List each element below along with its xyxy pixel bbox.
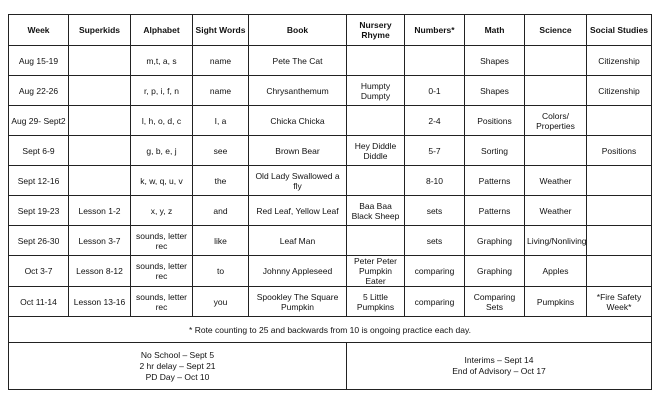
cell-science: Apples xyxy=(525,256,587,287)
header-alphabet: Alphabet xyxy=(131,15,193,46)
cell-alphabet: m,t, a, s xyxy=(131,46,193,76)
cell-week: Sept 26-30 xyxy=(9,226,69,256)
cell-sight-words: I, a xyxy=(193,106,249,136)
cell-math: Patterns xyxy=(465,166,525,196)
cell-math: Positions xyxy=(465,106,525,136)
cell-sight-words: like xyxy=(193,226,249,256)
cell-superkids: Lesson 1-2 xyxy=(69,196,131,226)
cell-social-studies: Citizenship xyxy=(587,46,652,76)
cell-social-studies xyxy=(587,226,652,256)
cell-book: Brown Bear xyxy=(249,136,347,166)
footer-no-school-dates xyxy=(9,343,347,390)
table-row xyxy=(9,196,652,226)
header-superkids: Superkids xyxy=(69,15,131,46)
cell-numbers: comparing xyxy=(405,256,465,287)
cell-nursery-rhyme xyxy=(347,46,405,76)
cell-science: Pumpkins xyxy=(525,287,587,317)
header-math: Math xyxy=(465,15,525,46)
footer-line: No School – Sept 5 xyxy=(140,349,215,360)
cell-numbers xyxy=(405,46,465,76)
cell-nursery-rhyme: Humpty Dumpty xyxy=(347,76,405,106)
footer-line: End of Advisory – Oct 17 xyxy=(452,366,546,376)
cell-week: Sept 19-23 xyxy=(9,196,69,226)
cell-math: Shapes xyxy=(465,76,525,106)
cell-numbers: 2-4 xyxy=(405,106,465,136)
cell-sight-words: name xyxy=(193,76,249,106)
cell-sight-words: you xyxy=(193,287,249,317)
cell-nursery-rhyme xyxy=(347,106,405,136)
cell-week: Oct 11-14 xyxy=(9,287,69,317)
cell-alphabet: x, y, z xyxy=(131,196,193,226)
footnote: * Rote counting to 25 and backwards from 10 is ongoing practice each day. xyxy=(9,317,652,343)
table-row xyxy=(9,46,652,76)
cell-week: Sept 6-9 xyxy=(9,136,69,166)
cell-superkids xyxy=(69,166,131,196)
header-book: Book xyxy=(249,15,347,46)
cell-math: Sorting xyxy=(465,136,525,166)
cell-book: Leaf Man xyxy=(249,226,347,256)
cell-superkids xyxy=(69,136,131,166)
table-row xyxy=(9,106,652,136)
cell-math: Comparing Sets xyxy=(465,287,525,317)
cell-nursery-rhyme: 5 Little Pumpkins xyxy=(347,287,405,317)
cell-sight-words: name xyxy=(193,46,249,76)
cell-sight-words: the xyxy=(193,166,249,196)
footer-line: Interims – Sept 14 xyxy=(464,355,534,365)
cell-science xyxy=(525,46,587,76)
cell-science xyxy=(525,76,587,106)
cell-science: Weather xyxy=(525,196,587,226)
table-row xyxy=(9,287,652,317)
cell-numbers: comparing xyxy=(405,287,465,317)
cell-sight-words: see xyxy=(193,136,249,166)
cell-book: Old Lady Swallowed a fly xyxy=(249,166,347,196)
cell-social-studies: Positions xyxy=(587,136,652,166)
cell-alphabet: k, w, q, u, v xyxy=(131,166,193,196)
cell-numbers: 5-7 xyxy=(405,136,465,166)
cell-week: Aug 22-26 xyxy=(9,76,69,106)
cell-math: Graphing xyxy=(465,256,525,287)
cell-alphabet: l, h, o, d, c xyxy=(131,106,193,136)
cell-social-studies xyxy=(587,196,652,226)
cell-sight-words: to xyxy=(193,256,249,287)
header-sight-words: Sight Words xyxy=(193,15,249,46)
cell-week: Sept 12-16 xyxy=(9,166,69,196)
table-row xyxy=(9,136,652,166)
cell-week: Aug 29- Sept2 xyxy=(9,106,69,136)
cell-superkids: Lesson 3-7 xyxy=(69,226,131,256)
cell-science: Colors/ Properties xyxy=(525,106,587,136)
cell-alphabet: sounds, letter rec xyxy=(131,226,193,256)
cell-week: Aug 15-19 xyxy=(9,46,69,76)
cell-alphabet: g, b, e, j xyxy=(131,136,193,166)
header-numbers: Numbers* xyxy=(405,15,465,46)
cell-book: Johnny Appleseed xyxy=(249,256,347,287)
table-row xyxy=(9,256,652,287)
cell-superkids xyxy=(69,106,131,136)
cell-science: Living/Nonliving xyxy=(525,226,587,256)
curriculum-table xyxy=(8,14,652,390)
cell-superkids: Lesson 8-12 xyxy=(69,256,131,287)
cell-book: Spookley The Square Pumpkin xyxy=(249,287,347,317)
cell-superkids xyxy=(69,76,131,106)
cell-superkids xyxy=(69,46,131,76)
cell-science xyxy=(525,136,587,166)
cell-nursery-rhyme: Hey Diddle Diddle xyxy=(347,136,405,166)
footer-report-dates xyxy=(347,343,652,390)
cell-book: Pete The Cat xyxy=(249,46,347,76)
cell-nursery-rhyme xyxy=(347,226,405,256)
footer-row xyxy=(9,343,652,390)
cell-week: Oct 3-7 xyxy=(9,256,69,287)
cell-nursery-rhyme xyxy=(347,166,405,196)
table-row xyxy=(9,226,652,256)
cell-book: Red Leaf, Yellow Leaf xyxy=(249,196,347,226)
table-row xyxy=(9,166,652,196)
cell-social-studies xyxy=(587,166,652,196)
header-week: Week xyxy=(9,15,69,46)
header-row xyxy=(9,15,652,46)
cell-social-studies xyxy=(587,106,652,136)
cell-numbers: 0-1 xyxy=(405,76,465,106)
cell-alphabet: r, p, i, f, n xyxy=(131,76,193,106)
header-social-studies: Social Studies xyxy=(587,15,652,46)
cell-superkids: Lesson 13-16 xyxy=(69,287,131,317)
cell-book: Chicka Chicka xyxy=(249,106,347,136)
cell-nursery-rhyme: Baa Baa Black Sheep xyxy=(347,196,405,226)
cell-alphabet: sounds, letter rec xyxy=(131,287,193,317)
cell-alphabet: sounds, letter rec xyxy=(131,256,193,287)
table-row xyxy=(9,76,652,106)
cell-math: Patterns xyxy=(465,196,525,226)
cell-social-studies: Citizenship xyxy=(587,76,652,106)
cell-social-studies xyxy=(587,256,652,287)
cell-science: Weather xyxy=(525,166,587,196)
cell-math: Graphing xyxy=(465,226,525,256)
footer-line: 2 hr delay – Sept 21 xyxy=(139,360,216,371)
cell-social-studies: *Fire Safety Week* xyxy=(587,287,652,317)
cell-nursery-rhyme: Peter Peter Pumpkin Eater xyxy=(347,256,405,287)
cell-numbers: sets xyxy=(405,226,465,256)
curriculum-calendar xyxy=(8,14,649,390)
cell-numbers: 8-10 xyxy=(405,166,465,196)
header-science: Science xyxy=(525,15,587,46)
cell-sight-words: and xyxy=(193,196,249,226)
header-nursery-rhyme: Nursery Rhyme xyxy=(347,15,405,46)
cell-book: Chrysanthemum xyxy=(249,76,347,106)
cell-numbers: sets xyxy=(405,196,465,226)
footnote-row xyxy=(9,317,652,343)
footer-line: PD Day – Oct 10 xyxy=(145,371,210,382)
cell-math: Shapes xyxy=(465,46,525,76)
